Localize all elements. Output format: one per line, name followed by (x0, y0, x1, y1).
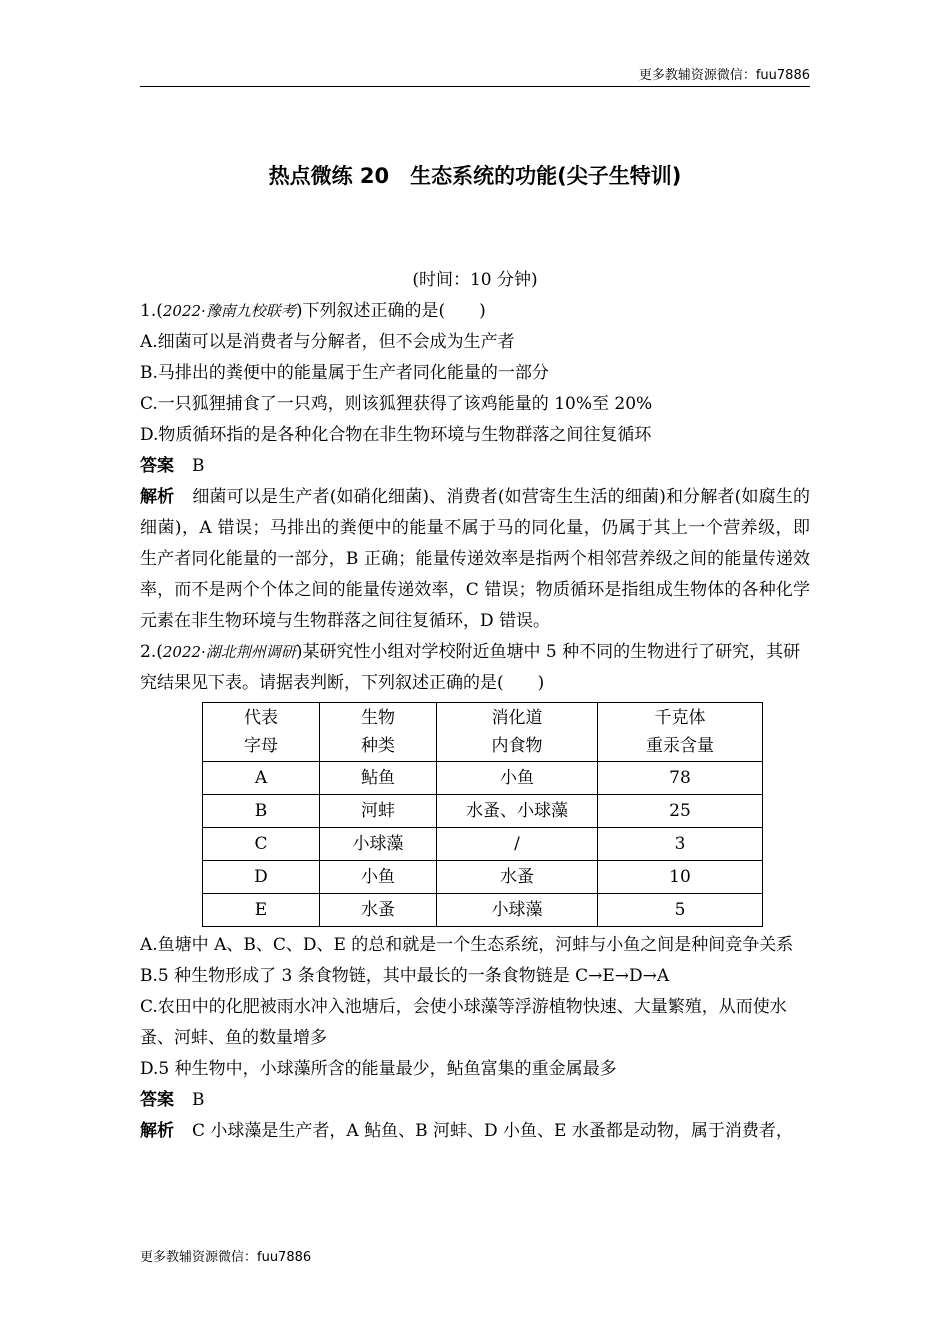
page-content (140, 265, 810, 1147)
q1-source: 2022·豫南九校联考 (162, 302, 296, 320)
table-row (203, 861, 763, 894)
table-header-mercury: 千克体 重汞含量 (598, 703, 763, 762)
table-cell: B (203, 795, 320, 828)
q1-number: 1.( (140, 301, 163, 321)
table-cell: 水蚤、小球藻 (437, 795, 598, 828)
table-row (203, 894, 763, 927)
q2-analysis (140, 1116, 810, 1147)
table-cell: 78 (598, 762, 763, 795)
q1-answer (140, 451, 810, 482)
table-cell: 水蚤 (437, 861, 598, 894)
q2-option-d: D.5 种生物中，小球藻所含的能量最少，鲇鱼富集的重金属最多 (140, 1059, 617, 1079)
q2-option-b: B.5 种生物形成了 3 条食物链，其中最长的一条食物链是 C→E→D→A (140, 966, 670, 986)
q1-option-d: D.物质循环指的是各种化合物在非生物环境与生物群落之间往复循环 (140, 425, 652, 445)
answer-label: 答案 (140, 1090, 174, 1110)
page-title: 热点微练 20 生态系统的功能(尖子生特训) (268, 164, 682, 188)
table-row (203, 762, 763, 795)
table-cell: 3 (598, 828, 763, 861)
footer-note: 更多教辅资源微信：fuu7886 (140, 1250, 312, 1265)
q1-stem (140, 296, 810, 327)
table-cell: A (203, 762, 320, 795)
analysis-label: 解析 (140, 1121, 174, 1141)
q1-option-a: A.细菌可以是消费者与分解者，但不会成为生产者 (140, 332, 515, 352)
table-cell: 鲇鱼 (320, 762, 437, 795)
table-cell: 河蚌 (320, 795, 437, 828)
table-cell: 小鱼 (320, 861, 437, 894)
q2-answer-value: B (192, 1090, 205, 1110)
q1-option-b: B.马排出的粪便中的能量属于生产者同化能量的一部分 (140, 363, 549, 383)
q2-analysis-text: C 小球藻是生产者，A 鲇鱼、B 河蚌、D 小鱼、E 水蚤都是动物，属于消费者， (192, 1121, 793, 1141)
header-note: 更多教辅资源微信：fuu7886 (638, 68, 810, 83)
q1-stem-text: )下列叙述正确的是( ) (295, 301, 486, 321)
table-cell: D (203, 861, 320, 894)
analysis-label: 解析 (140, 487, 175, 507)
table-cell: 25 (598, 795, 763, 828)
q2-option-a: A.鱼塘中 A、B、C、D、E 的总和就是一个生态系统，河蚌与小鱼之间是种间竞争关系 (140, 935, 794, 955)
table-cell: 小鱼 (437, 762, 598, 795)
q1-option-c: C.一只狐狸捕食了一只鸡，则该狐狸获得了该鸡能量的 10%至 20% (140, 394, 653, 414)
q2-stem-text: )某研究性小组对学校附近鱼塘中 5 种不同的生物进行了研究，其研究结果见下表。请据表判断，下列叙述正确的是( ) (140, 642, 801, 693)
table-cell: 小球藻 (320, 828, 437, 861)
q2-answer (140, 1085, 810, 1116)
table-cell: C (203, 828, 320, 861)
answer-label: 答案 (140, 456, 174, 476)
q2-stem (140, 637, 810, 699)
table-cell: 水蚤 (320, 894, 437, 927)
table-header-row (203, 703, 763, 762)
q1-analysis-text: 细菌可以是生产者(如硝化细菌)、消费者(如营寄生生活的细菌)和分解者(如腐生的细菌)，A 错误；马排出的粪便中的能量不属于马的同化量，仍属于其上一个营养级，即生产者同化能量的一部分，B 正确；能量传递效率是指两个相邻营养级之间的能量传递效率，而不是两个个体之间的能量传递效率，C 错误；物质循环是指组成生物体的各种化学元素在非生物环境与生物群落之间往复循环，D 错误。 (140, 487, 810, 631)
table-row (203, 795, 763, 828)
q1-analysis (140, 482, 810, 637)
table-cell: 5 (598, 894, 763, 927)
table-header-code: 代表 字母 (203, 703, 320, 762)
table-cell: 小球藻 (437, 894, 598, 927)
table-cell: E (203, 894, 320, 927)
table-row (203, 828, 763, 861)
table-cell: / (437, 828, 598, 861)
time-limit: (时间：10 分钟) (412, 270, 538, 290)
table-header-species: 生物 种类 (320, 703, 437, 762)
q2-source: 2022·湖北荆州调研 (162, 643, 296, 661)
q2-number: 2.( (140, 642, 163, 662)
q1-answer-value: B (192, 456, 205, 476)
table-header-gut-food: 消化道 内食物 (437, 703, 598, 762)
q2-option-c: C.农田中的化肥被雨水冲入池塘后，会使小球藻等浮游植物快速、大量繁殖，从而使水蚤、河蚌、鱼的数量增多 (140, 997, 787, 1048)
header-rule (140, 86, 810, 87)
table-cell: 10 (598, 861, 763, 894)
organism-table (202, 702, 763, 927)
